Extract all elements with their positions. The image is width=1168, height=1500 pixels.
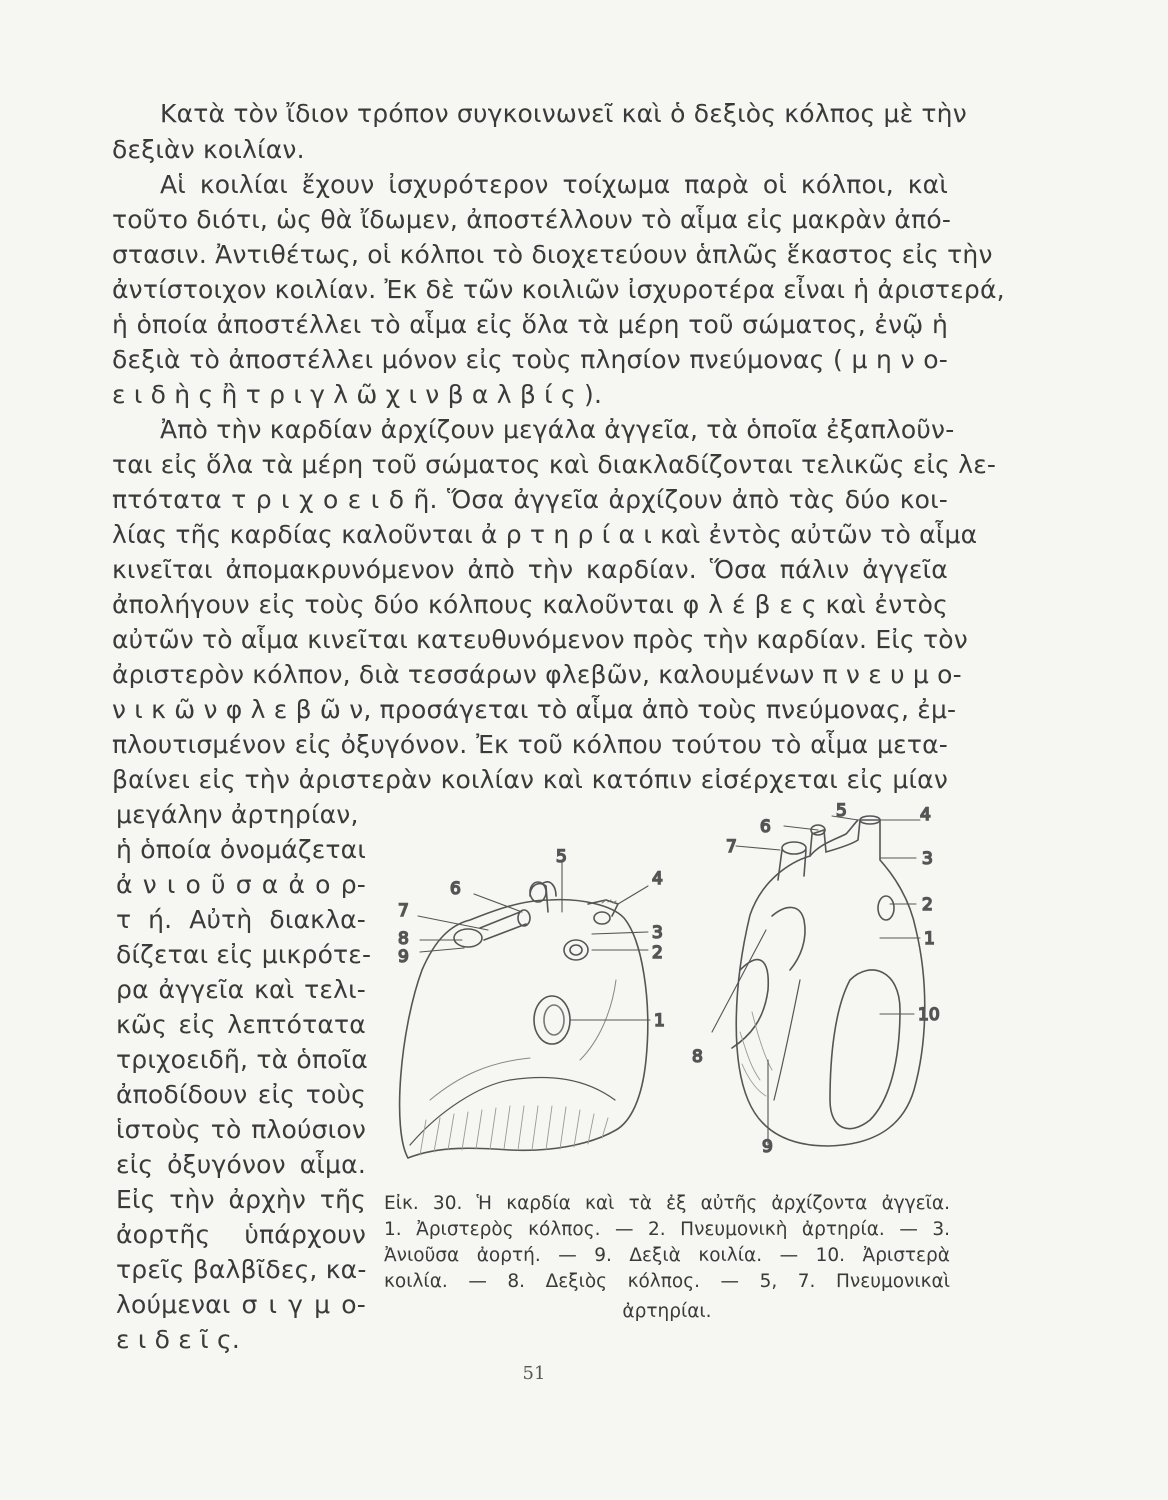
column-line: ρα ἀγγεῖα καὶ τελι-: [116, 975, 366, 1004]
heart-left-label: 9: [398, 947, 409, 967]
heart-right-vessel-end: [782, 842, 806, 854]
heart-left-label: 1: [654, 1011, 665, 1031]
heart-left-label: 2: [652, 943, 663, 963]
column-line: τρεῖς βαλβῖδες, κα-: [116, 1255, 367, 1284]
text-line: λίας τῆς καρδίας καλοῦνται ἀ ρ τ η ρ ί α ι καὶ ἐντὸς αὐτῶν τὸ αἷμα: [112, 520, 978, 549]
column-line: δίζεται εἰς μικρότε-: [116, 940, 372, 969]
heart-right-label: 2: [922, 895, 933, 915]
text-line: ν ι κ ῶ ν φ λ ε β ῶ ν, προσάγεται τὸ αἷμα ἀπὸ τοὺς πνεύμονας, ἐμ-: [112, 695, 957, 724]
heart-left-atrium-inner: [544, 1005, 564, 1035]
heart-right-label: 4: [920, 805, 931, 825]
heart-left-groove: [410, 1077, 615, 1145]
text-line: Αἱ κοιλίαι ἔχουν ἰσχυρότερον τοίχωμα παρὰ οἱ κόλποι, καὶ: [160, 170, 948, 199]
heart-right-leader-lines: [712, 816, 920, 1144]
text-line: ἀπολήγουν εἰς τοὺς δύο κόλπους καλοῦνται φ λ έ β ε ς καὶ ἐντὸς: [112, 590, 948, 619]
text-line: στασιν. Ἀντιθέτως, οἱ κόλποι τὸ διοχετεύουν ἁπλῶς ἕκαστος εἰς τὴν: [112, 240, 993, 269]
heart-right-label: 9: [762, 1137, 773, 1157]
heart-left-label: 8: [398, 929, 409, 949]
heart-right-label: 6: [760, 817, 771, 837]
heart-left-label: 5: [556, 847, 567, 867]
heart-right-label: 10: [918, 1005, 940, 1025]
heart-left-label: 6: [450, 879, 461, 899]
heart-left-outline: [400, 900, 648, 1158]
text-line: ε ι δ ὴ ς ἢ τ ρ ι γ λ ῶ χ ι ν β α λ β ί ς ).: [112, 380, 603, 409]
heart-left-label: 3: [652, 923, 663, 943]
column-line: μεγάλην ἀρτηρίαν,: [116, 800, 359, 829]
heart-left-vessel-opening: [564, 940, 588, 960]
column-line: Εἰς τὴν ἀρχὴν τῆς: [116, 1185, 366, 1214]
heart-right-vessel-opening: [878, 896, 894, 920]
heart-right-drawing: [692, 801, 940, 1157]
heart-right-label: 1: [924, 929, 935, 949]
text-line: ἀριστερὸν κόλπον, διὰ τεσσάρων φλεβῶν, καλουμένων π ν ε υ μ ο-: [112, 660, 962, 689]
text-line: Ἀπὸ τὴν καρδίαν ἀρχίζουν μεγάλα ἀγγεῖα, τὰ ὁποῖα ἐξαπλοῦν-: [160, 415, 955, 444]
column-line: κῶς εἰς λεπτότατα: [116, 1010, 366, 1039]
heart-right-groove: [774, 980, 800, 1100]
column-line: ἡ ὁποία ὀνομάζεται: [116, 835, 366, 864]
heart-left-hatching: [420, 1106, 608, 1155]
text-line: ἀντίστοιχον κοιλίαν. Ἐκ δὲ τῶν κοιλιῶν ἰσχυροτέρα εἶναι ἡ ἀριστερά,: [112, 275, 1005, 304]
text-line: κινεῖται ἀπομακρυνόμενον ἀπὸ τὴν καρδίαν. Ὅσα πάλιν ἀγγεῖα: [112, 555, 948, 584]
heart-right-ventricle-left: [830, 970, 900, 1129]
caption-line: ἀρτηρίαι.: [622, 1301, 712, 1322]
heart-left-vessel-opening: [594, 912, 610, 924]
text-line: Κατὰ τὸν ἴδιον τρόπον συγκοινωνεῖ καὶ ὁ δεξιὸς κόλπος μὲ τὴν: [160, 99, 967, 128]
heart-right-label: 8: [692, 1047, 703, 1067]
caption-line: Ἀνιοῦσα ἀορτή. — 9. Δεξιὰ κοιλία. — 10. Ἀριστερὰ: [384, 1245, 950, 1266]
caption-line: κοιλία. — 8. Δεξιὸς κόλπος. — 5, 7. Πνευμονικαὶ: [384, 1271, 950, 1292]
column-line: εἰς ὀξυγόνον αἷμα.: [116, 1150, 366, 1179]
heart-left-shade: [430, 980, 616, 1100]
heart-left-aorta-end: [530, 882, 546, 902]
text-line: δεξιὰ τὸ ἀποστέλλει μόνον εἰς τοὺς πλησίον πνεύμονας ( μ η ν ο-: [112, 345, 948, 374]
text-line: αὐτῶν τὸ αἷμα κινεῖται κατευθυνόμενον πρὸς τὴν καρδίαν. Εἰς τὸν: [112, 625, 968, 654]
heart-left-aorta: [530, 882, 556, 912]
heart-left-label: 4: [652, 869, 663, 889]
heart-figure: [380, 800, 960, 1170]
heart-left-label: 7: [398, 901, 409, 921]
heart-left-vessel-tube-end: [518, 910, 530, 926]
column-line: ἀ ν ι ο ῦ σ α ἀ ο ρ-: [116, 870, 366, 899]
column-line: τ ή. Αὐτὴ διακλα-: [116, 905, 366, 934]
caption-line: Εἰκ. 30. Ἡ καρδία καὶ τὰ ἐξ αὐτῆς ἀρχίζοντα ἀγγεῖα.: [384, 1193, 950, 1214]
heart-left-vessel-tube: [480, 912, 526, 940]
column-line: ἀορτῆς ὑπάρχουν: [116, 1220, 366, 1249]
heart-right-label: 5: [836, 801, 847, 821]
column-line: ἀποδίδουν εἰς τοὺς: [116, 1080, 366, 1109]
text-line: ἡ ὁποία ἀποστέλλει τὸ αἷμα εἰς ὅλα τὰ μέρη τοῦ σώματος, ἐνῷ ἡ: [112, 310, 948, 339]
page-number: 51: [522, 1363, 546, 1384]
heart-right-label: 3: [922, 849, 933, 869]
column-line: λούμεναι σ ι γ μ ο-: [116, 1290, 366, 1319]
text-line: τοῦτο διότι, ὡς θὰ ἴδωμεν, ἀποστέλλουν τὸ αἷμα εἰς μακρὰν ἀπό-: [112, 205, 952, 234]
caption-line: 1. Ἀριστερὸς κόλπος. — 2. Πνευμονικὴ ἀρτηρία. — 3.: [384, 1219, 950, 1240]
text-line: βαίνει εἰς τὴν ἀριστερὰν κοιλίαν καὶ κατόπιν εἰσέρχεται εἰς μίαν: [112, 765, 948, 794]
text-line: πλουτισμένον εἰς ὀξυγόνον. Ἐκ τοῦ κόλπου τούτου τὸ αἷμα μετα-: [112, 730, 948, 759]
column-line: ἱστοὺς τὸ πλούσιον: [116, 1115, 366, 1144]
heart-left-vessel-opening: [454, 929, 482, 947]
heart-left-drawing: [398, 847, 665, 1158]
text-line: δεξιὰν κοιλίαν.: [112, 135, 305, 164]
column-line: ε ι δ ε ῖ ς.: [116, 1325, 240, 1354]
text-line: ται εἰς ὅλα τὰ μέρη τοῦ σώματος καὶ διακλαδίζονται τελικῶς εἰς λε-: [112, 450, 997, 479]
heart-right-label: 7: [726, 837, 737, 857]
heart-left-vessel-opening: [570, 945, 582, 955]
text-line: πτότατα τ ρ ι χ ο ε ι δ ῆ. Ὅσα ἀγγεῖα ἀρχίζουν ἀπὸ τὰς δύο κοι-: [112, 485, 948, 514]
column-line: τριχοειδῆ, τὰ ὁποῖα: [116, 1045, 368, 1074]
heart-right-auricle: [772, 907, 805, 970]
